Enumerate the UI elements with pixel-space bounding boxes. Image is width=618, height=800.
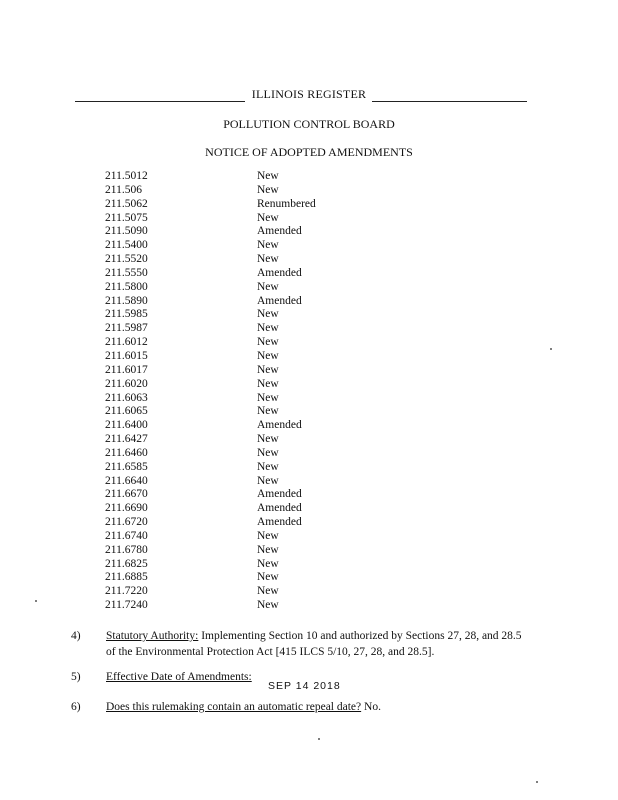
section-row — [105, 475, 365, 489]
section-number: 211.6063 — [105, 391, 148, 404]
section-action: New — [257, 336, 279, 349]
section-action: Renumbered — [257, 197, 316, 210]
scan-speck — [318, 738, 320, 740]
section-number: 211.6017 — [105, 363, 148, 376]
section-row — [105, 558, 365, 572]
item-label: Effective Date of Amendments: — [106, 671, 252, 683]
section-number: 211.6740 — [105, 529, 148, 542]
section-action: New — [257, 474, 279, 487]
section-number: 211.6460 — [105, 446, 148, 459]
section-number: 211.5090 — [105, 225, 148, 238]
section-number: 211.5890 — [105, 294, 148, 307]
item-text — [106, 628, 531, 660]
section-number: 211.6720 — [105, 516, 148, 529]
section-row — [105, 281, 365, 295]
section-number: 211.6065 — [105, 405, 148, 418]
section-row — [105, 378, 365, 392]
section-number: 211.5400 — [105, 239, 148, 252]
section-row — [105, 502, 365, 516]
section-row — [105, 516, 365, 530]
section-row — [105, 419, 365, 433]
section-row — [105, 392, 365, 406]
section-number: 211.5520 — [105, 253, 148, 266]
section-number: 211.6012 — [105, 336, 148, 349]
section-action: New — [257, 363, 279, 376]
section-action: New — [257, 557, 279, 570]
section-number: 211.6400 — [105, 419, 148, 432]
section-row — [105, 336, 365, 350]
item-answer: No. — [364, 701, 381, 713]
board-title: POLLUTION CONTROL BOARD — [223, 117, 395, 131]
section-number: 211.6427 — [105, 433, 148, 446]
section-action: New — [257, 183, 279, 196]
header-rule-right — [372, 101, 527, 102]
scan-speck — [550, 348, 552, 350]
section-action: New — [257, 349, 279, 362]
section-row — [105, 350, 365, 364]
section-number: 211.6885 — [105, 571, 148, 584]
section-row — [105, 184, 365, 198]
section-row — [105, 447, 365, 461]
section-action: New — [257, 280, 279, 293]
section-number: 211.6585 — [105, 460, 148, 473]
section-row — [105, 571, 365, 585]
section-number: 211.6640 — [105, 474, 148, 487]
section-row — [105, 308, 365, 322]
section-number: 211.5012 — [105, 170, 148, 182]
section-row — [105, 212, 365, 226]
section-number: 211.6690 — [105, 502, 148, 515]
section-number: 211.5550 — [105, 266, 148, 279]
section-row — [105, 198, 365, 212]
section-action: New — [257, 211, 279, 224]
item-number: 5) — [71, 671, 81, 683]
scan-speck — [35, 600, 37, 602]
item-label: Does this rulemaking contain an automatic repeal date? — [106, 701, 362, 713]
section-row — [105, 253, 365, 267]
section-row — [105, 405, 365, 419]
section-number: 211.5075 — [105, 211, 148, 224]
section-number: 211.5987 — [105, 322, 148, 335]
section-action: Amended — [257, 225, 302, 238]
section-row — [105, 239, 365, 253]
section-action: Amended — [257, 294, 302, 307]
date-stamp: SEP 14 2018 — [268, 680, 341, 692]
section-row — [105, 461, 365, 475]
section-action: New — [257, 571, 279, 584]
section-action: New — [257, 322, 279, 335]
section-action: New — [257, 585, 279, 598]
item-number: 4) — [71, 630, 81, 642]
section-row — [105, 267, 365, 281]
section-action: New — [257, 377, 279, 390]
section-action: Amended — [257, 502, 302, 515]
section-row — [105, 170, 365, 184]
section-action: New — [257, 405, 279, 418]
section-number: 211.5800 — [105, 280, 148, 293]
section-row — [105, 585, 365, 599]
section-row — [105, 225, 365, 239]
section-action: New — [257, 433, 279, 446]
section-row — [105, 364, 365, 378]
register-title: ILLINOIS REGISTER — [251, 87, 367, 101]
section-action: New — [257, 599, 279, 612]
notice-title: NOTICE OF ADOPTED AMENDMENTS — [205, 145, 413, 159]
section-number: 211.6020 — [105, 377, 148, 390]
scan-speck — [536, 781, 538, 783]
item-body: Implementing Section 10 and authorized by Sections 27, 28, and 28.5 of the Environmental Protection Act [415 ILCS 5/10, 27, 28, and 28.5]. — [106, 630, 522, 658]
item-number: 6) — [71, 701, 81, 713]
section-action: Amended — [257, 488, 302, 501]
section-action: Amended — [257, 516, 302, 529]
section-row — [105, 488, 365, 502]
section-list — [105, 170, 365, 613]
section-number: 211.6825 — [105, 557, 148, 570]
section-action: Amended — [257, 266, 302, 279]
section-action: New — [257, 460, 279, 473]
section-action: New — [257, 529, 279, 542]
section-row — [105, 544, 365, 558]
section-number: 211.7220 — [105, 585, 148, 598]
section-number: 211.6670 — [105, 488, 148, 501]
section-row — [105, 530, 365, 544]
item-label: Statutory Authority: — [106, 630, 199, 642]
section-row — [105, 433, 365, 447]
section-action: New — [257, 543, 279, 556]
section-action: New — [257, 253, 279, 266]
section-number: 211.6015 — [105, 349, 148, 362]
section-row — [105, 322, 365, 336]
section-action: New — [257, 239, 279, 252]
section-action: Amended — [257, 419, 302, 432]
section-row — [105, 599, 365, 613]
section-action: New — [257, 170, 279, 182]
section-number: 211.7240 — [105, 599, 148, 612]
section-action: New — [257, 308, 279, 321]
section-number: 211.506 — [105, 183, 142, 196]
section-number: 211.6780 — [105, 543, 148, 556]
section-number: 211.5985 — [105, 308, 148, 321]
section-number: 211.5062 — [105, 197, 148, 210]
section-row — [105, 295, 365, 309]
section-action: New — [257, 446, 279, 459]
section-action: New — [257, 391, 279, 404]
item-text — [106, 699, 531, 715]
